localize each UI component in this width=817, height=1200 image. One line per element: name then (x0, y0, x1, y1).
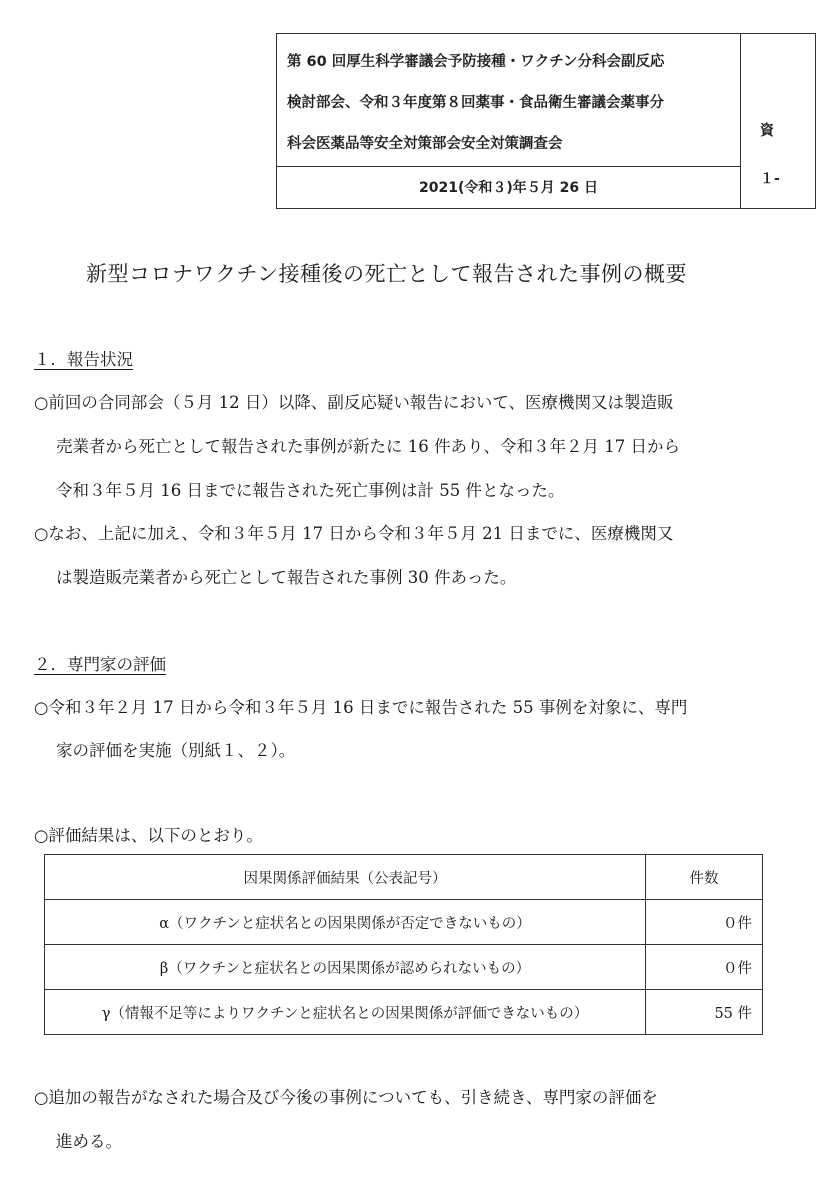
document-label: 資 (760, 123, 774, 139)
meeting-line-3: 科会医薬品等安全対策部会安全対策調査会 (287, 136, 563, 152)
row-alpha-desc: α（ワクチンと症状名との因果関係が否定できないもの） (45, 900, 646, 945)
row-alpha-count: ０件 (646, 900, 763, 945)
section-1-line-5: は製造販売業者から死亡として報告された事例 30 件あった。 (56, 568, 517, 587)
row-beta-count: ０件 (646, 945, 763, 990)
section-1-heading: １．報告状況 (34, 350, 133, 369)
table-header-row (45, 855, 763, 900)
section-2-heading: ２．専門家の評価 (34, 655, 166, 674)
document-number: １- (760, 171, 780, 187)
document-title: 新型コロナワクチン接種後の死亡として報告された事例の概要 (86, 262, 687, 286)
section-1-line-4: ○なお、上記に加え、令和３年５月 17 日から令和３年５月 21 日までに、医療機関又 (34, 524, 674, 543)
section-2-line-2: 家の評価を実施（別紙１、２）。 (56, 741, 296, 760)
section-2-line-1: ○令和３年２月 17 日から令和３年５月 16 日までに報告された 55 事例を対象に、専門 (34, 698, 688, 717)
section-1-line-3: 令和３年５月 16 日までに報告された死亡事例は計 55 件となった。 (56, 481, 565, 500)
table-row (45, 945, 763, 990)
closing-line-2: 進める。 (56, 1132, 122, 1151)
row-beta-desc: β（ワクチンと症状名との因果関係が認められないもの） (45, 945, 646, 990)
meeting-name (277, 34, 741, 167)
evaluation-results-table (44, 854, 763, 1035)
section-1-line-1: ○前回の合同部会（５月 12 日）以降、副反応疑い報告において、医療機関又は製造販 (34, 393, 674, 412)
table-row (45, 990, 763, 1035)
header-causality: 因果関係評価結果（公表記号） (45, 855, 646, 900)
closing-line-1: ○追加の報告がなされた場合及び今後の事例についても、引き続き、専門家の評価を (34, 1088, 658, 1107)
meeting-line-2: 検討部会、令和３年度第８回薬事・食品衛生審議会薬事分 (287, 95, 664, 111)
row-gamma-count: 55 件 (646, 990, 763, 1035)
row-gamma-desc: γ（情報不足等によりワクチンと症状名との因果関係が評価できないもの） (45, 990, 646, 1035)
meeting-line-1: 第 60 回厚生科学審議会予防接種・ワクチン分科会副反応 (287, 54, 665, 70)
header-count: 件数 (646, 855, 763, 900)
document-number-cell (757, 34, 817, 209)
results-intro: ○評価結果は、以下のとおり。 (34, 826, 263, 845)
meeting-date: 2021(令和３)年５月 26 日 (277, 167, 741, 209)
table-row (45, 900, 763, 945)
meeting-header-box (276, 33, 816, 209)
section-1-line-2: 売業者から死亡として報告された事例が新たに 16 件あり、令和３年２月 17 日から (56, 437, 680, 456)
